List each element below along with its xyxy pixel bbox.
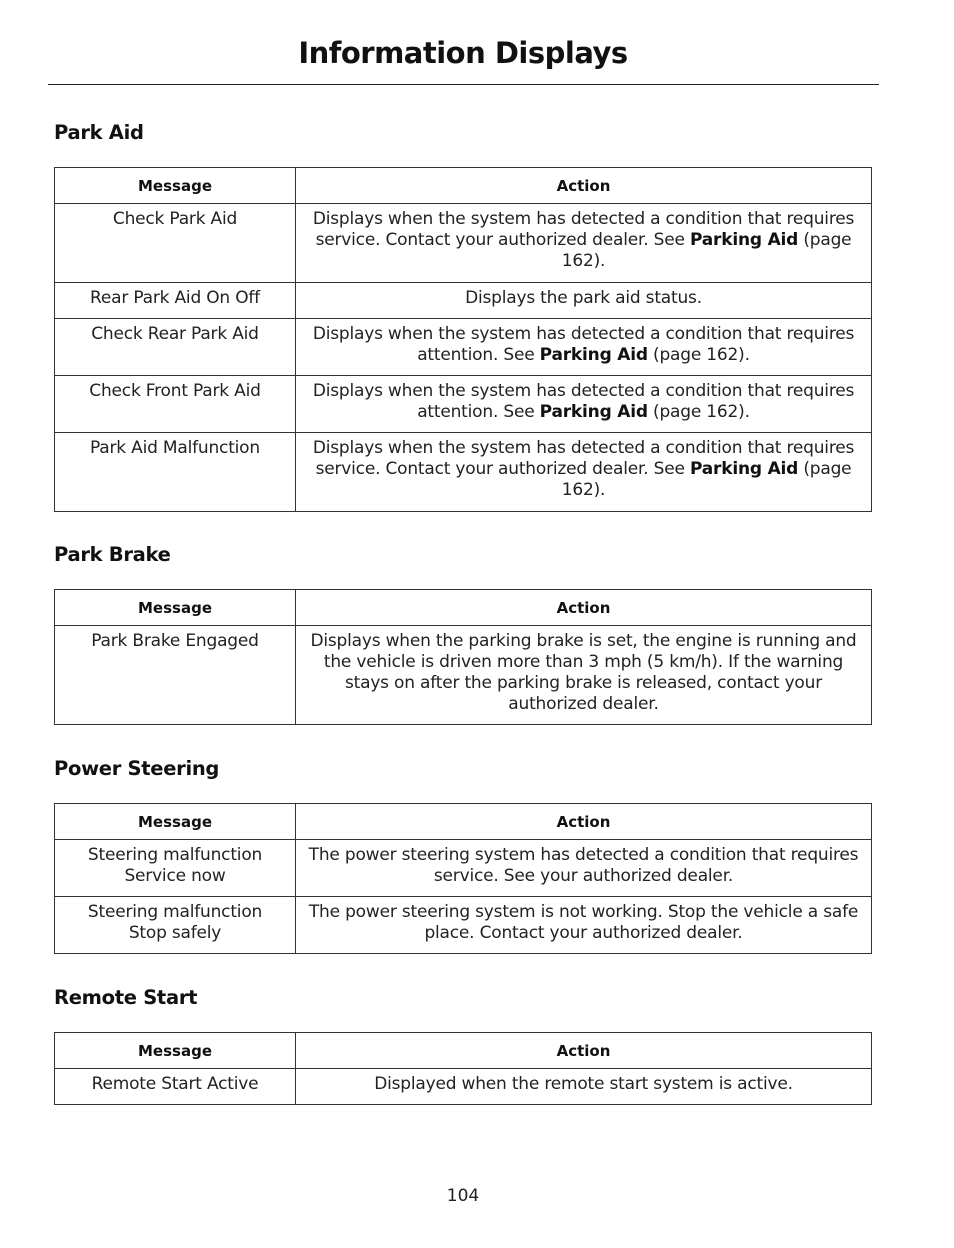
action-text: Displays when the system has detected a condition that requires service. Contact your authorized dealer. See	[312, 209, 855, 250]
column-header-action: Action	[296, 1033, 872, 1069]
table-row	[55, 319, 872, 376]
section-park-aid	[54, 120, 872, 512]
cross-reference-link[interactable]: Parking Aid	[689, 459, 799, 479]
message-table	[54, 589, 872, 725]
message-cell	[55, 897, 296, 954]
table-header-row	[55, 168, 872, 204]
page-reference: (page 162).	[647, 345, 750, 365]
message-cell: Check Park Aid	[55, 204, 296, 283]
action-cell	[296, 1069, 872, 1105]
section-heading: Power Steering	[54, 757, 220, 780]
action-text: Displays the park aid status.	[465, 288, 702, 308]
section-park-brake	[54, 542, 872, 725]
column-header-action: Action	[296, 168, 872, 204]
table-row	[55, 626, 872, 725]
table-row	[55, 283, 872, 319]
action-cell	[296, 319, 872, 376]
table-header-row	[55, 590, 872, 626]
message-cell: Park Brake Engaged	[55, 626, 296, 725]
action-text: The power steering system is not working. Stop the vehicle a safe place. Contact your authorized dealer.	[308, 902, 859, 943]
page-title: Information Displays	[298, 36, 628, 70]
section-heading: Park Aid	[54, 121, 144, 144]
action-cell	[296, 376, 872, 433]
table-row	[55, 897, 872, 954]
page-number: 104	[446, 1186, 480, 1206]
message-cell	[55, 840, 296, 897]
message-line: Service now	[124, 866, 226, 886]
message-table	[54, 1032, 872, 1105]
message-cell: Rear Park Aid On Off	[55, 283, 296, 319]
action-cell	[296, 840, 872, 897]
page-reference: (page 162).	[561, 459, 852, 500]
message-line: Stop safely	[128, 923, 222, 943]
table-header-row	[55, 1033, 872, 1069]
message-cell: Remote Start Active	[55, 1069, 296, 1105]
action-cell	[296, 897, 872, 954]
action-text: Displays when the system has detected a condition that requires attention. See	[312, 381, 855, 422]
table-row	[55, 204, 872, 283]
table-row	[55, 433, 872, 512]
cross-reference-link[interactable]: Parking Aid	[689, 230, 799, 250]
table-row	[55, 840, 872, 897]
section-heading: Remote Start	[54, 986, 198, 1009]
title-divider	[48, 84, 879, 85]
section-heading: Park Brake	[54, 543, 171, 566]
page-reference: (page 162).	[647, 402, 750, 422]
column-header-message: Message	[55, 804, 296, 840]
message-cell: Park Aid Malfunction	[55, 433, 296, 512]
action-cell	[296, 204, 872, 283]
section-power-steering	[54, 756, 872, 954]
action-text: Displays when the parking brake is set, the engine is running and the vehicle is driven more than 3 mph (5 km/h). If the warning stays on after the parking brake is released, contact your authorized dealer.	[310, 631, 857, 714]
cross-reference-link[interactable]: Parking Aid	[539, 345, 648, 365]
message-cell: Check Front Park Aid	[55, 376, 296, 433]
message-table	[54, 803, 872, 954]
action-text: The power steering system has detected a condition that requires service. See your authorized dealer.	[308, 845, 859, 886]
message-line: Steering malfunction	[87, 902, 263, 922]
message-table	[54, 167, 872, 512]
table-row	[55, 1069, 872, 1105]
action-text: Displays when the system has detected a condition that requires service. Contact your authorized dealer. See	[312, 438, 855, 479]
column-header-message: Message	[55, 168, 296, 204]
page-reference: (page 162).	[561, 230, 852, 271]
cross-reference-link[interactable]: Parking Aid	[539, 402, 648, 422]
action-cell	[296, 626, 872, 725]
table-header-row	[55, 804, 872, 840]
column-header-action: Action	[296, 804, 872, 840]
action-text: Displayed when the remote start system is active.	[374, 1074, 793, 1094]
column-header-message: Message	[55, 1033, 296, 1069]
column-header-message: Message	[55, 590, 296, 626]
message-cell: Check Rear Park Aid	[55, 319, 296, 376]
action-cell	[296, 433, 872, 512]
table-row	[55, 376, 872, 433]
action-cell	[296, 283, 872, 319]
column-header-action: Action	[296, 590, 872, 626]
action-text: Displays when the system has detected a condition that requires attention. See	[312, 324, 855, 365]
section-remote-start	[54, 985, 872, 1105]
message-line: Steering malfunction	[87, 845, 263, 865]
